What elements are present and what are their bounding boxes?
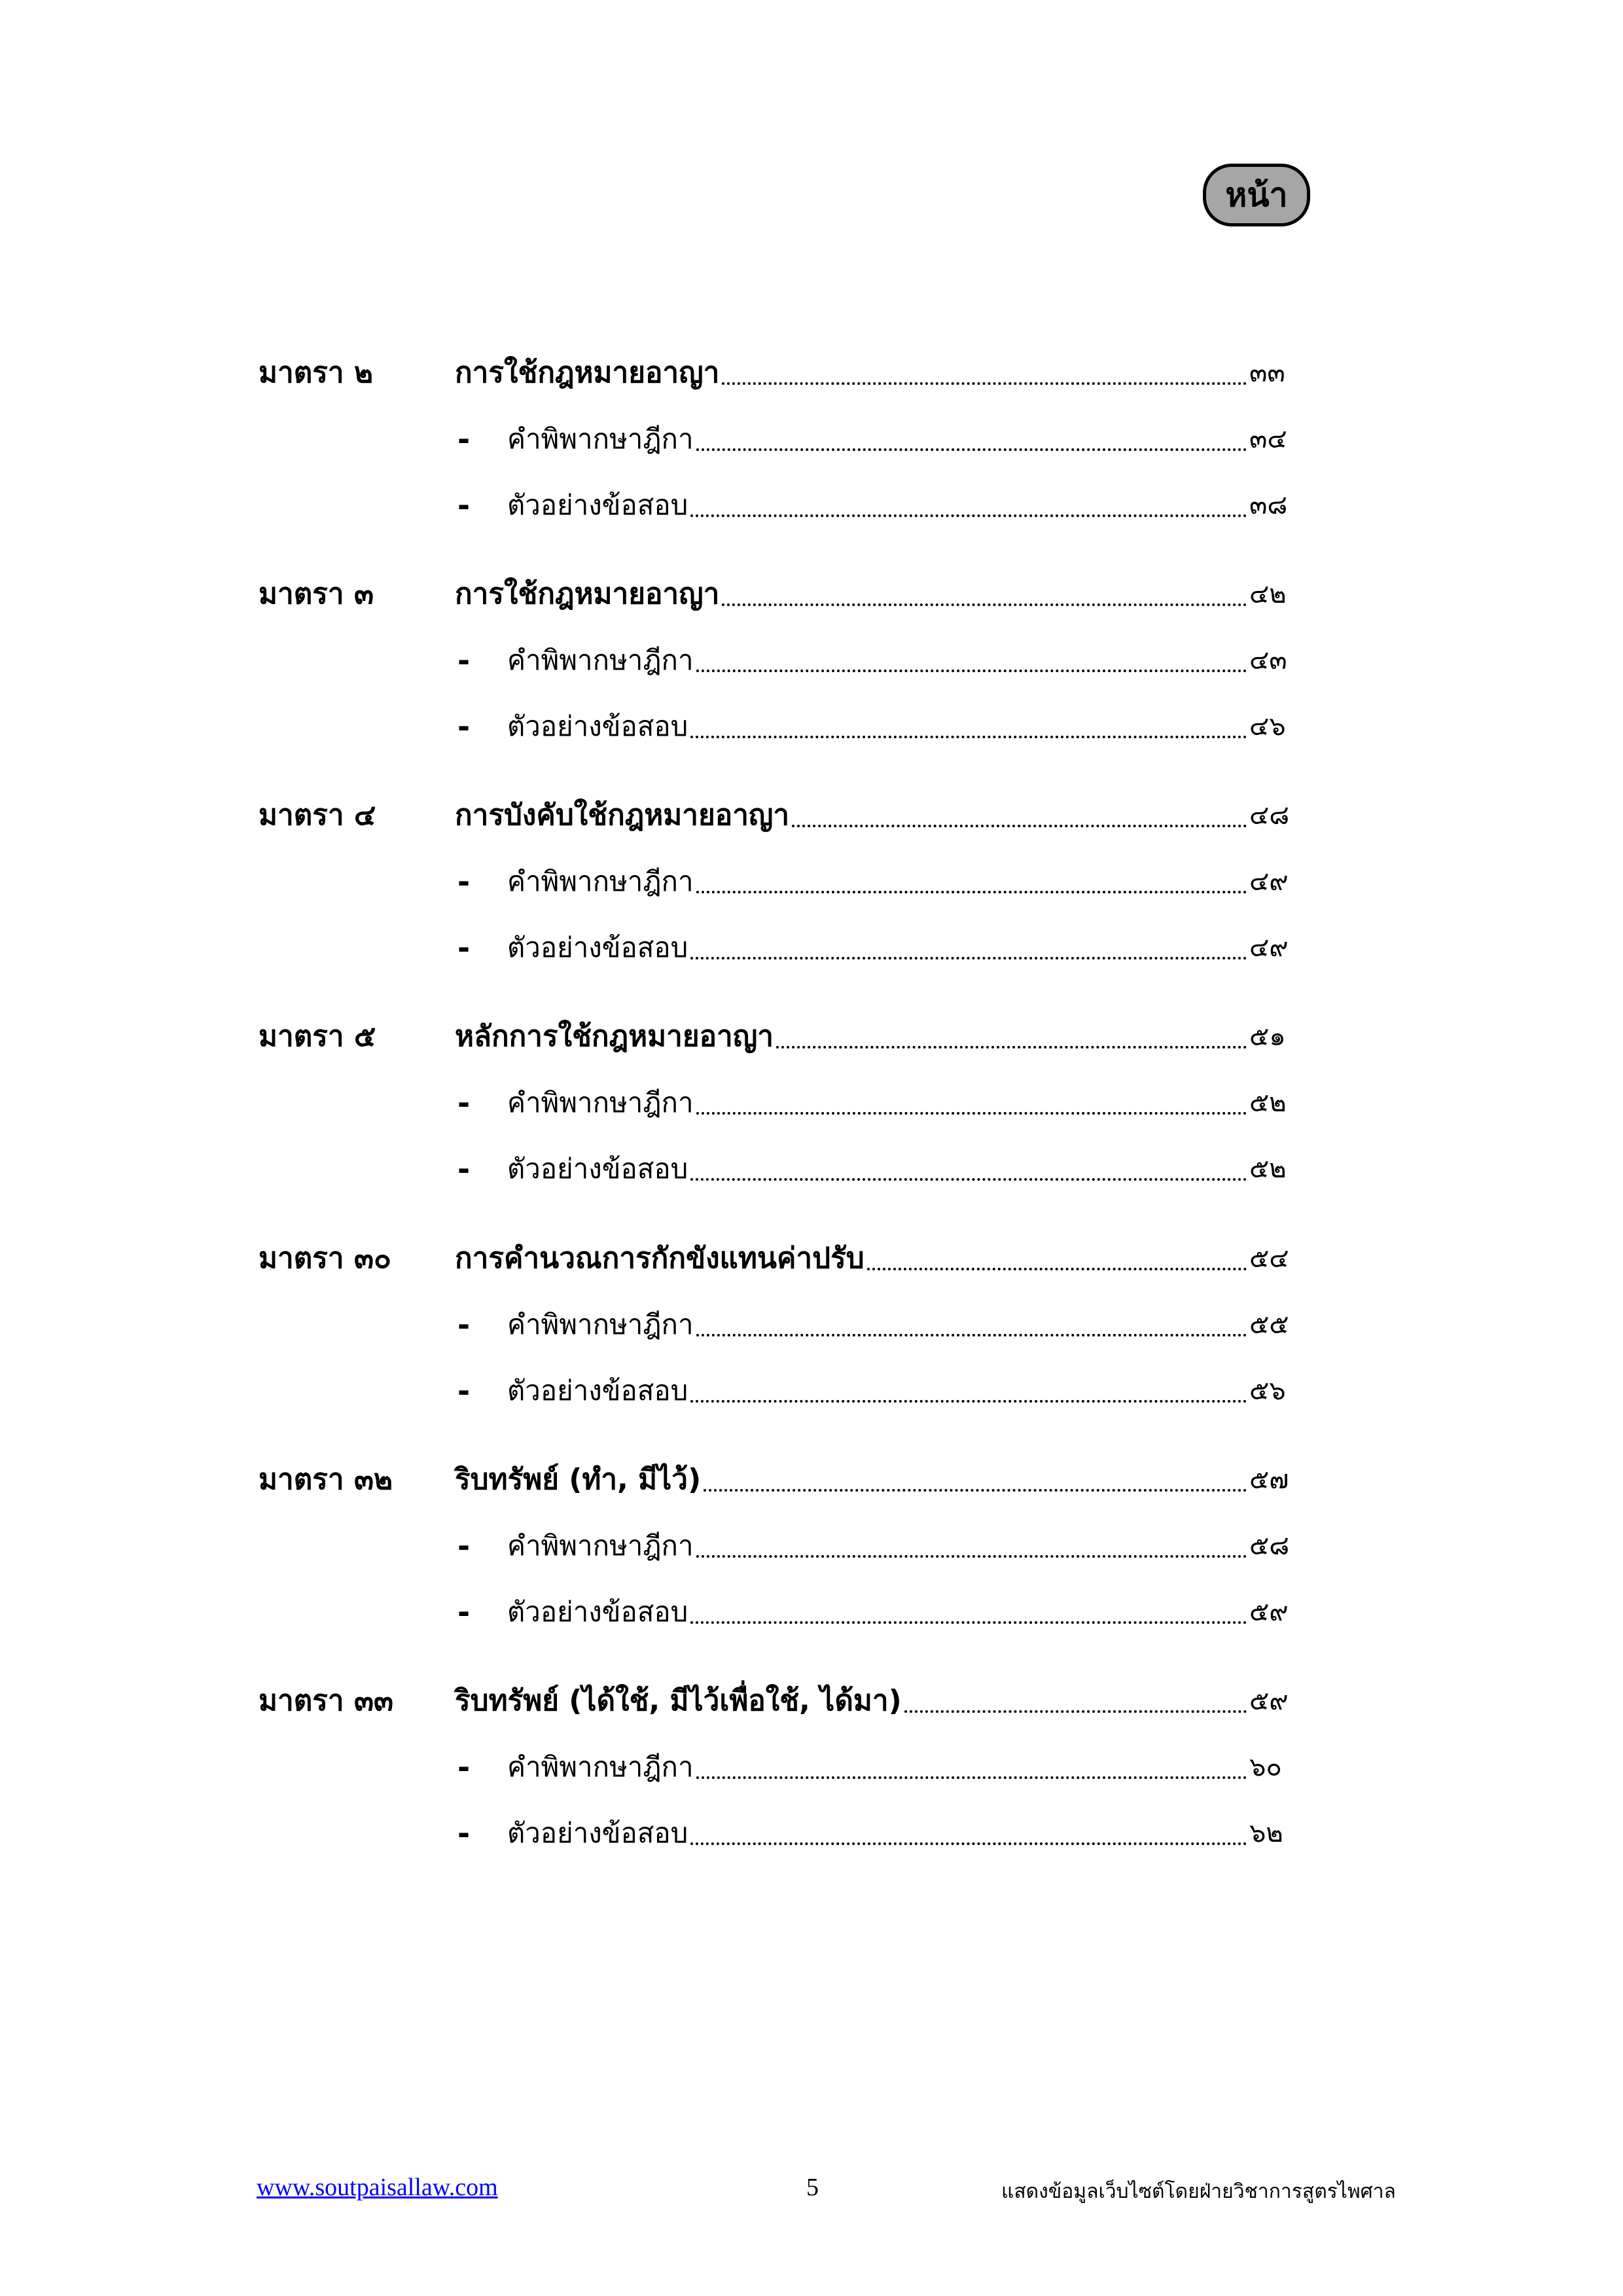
section-title: หลักการใช้กฎหมายอาญา [455, 1020, 774, 1053]
toc-section-row[interactable] [259, 1454, 1299, 1499]
subitem-title: คำพิพากษาฎีกา [507, 865, 694, 897]
section-label: มาตรา ๒ [259, 356, 373, 389]
bullet-dash: - [457, 643, 471, 678]
footer-page-number: 5 [806, 2174, 819, 2201]
footer-website-link[interactable]: www.soutpaisallaw.com [257, 2174, 498, 2201]
section-title: ริบทรัพย์ (ทำ, มีไว้) [455, 1463, 702, 1496]
subitem-title: คำพิพากษาฎีกา [507, 644, 694, 676]
section-title: การบังคับใช้กฎหมายอาญา [455, 798, 790, 832]
dot-leader [696, 670, 1247, 672]
dot-leader [690, 1178, 1247, 1181]
dot-leader [696, 891, 1247, 893]
page-ref: ๔๙ [1249, 933, 1289, 963]
page-ref: ๕๙ [1249, 1597, 1289, 1627]
page-ref: ๕๙ [1249, 1686, 1289, 1716]
dot-leader [696, 1555, 1247, 1558]
bullet-dash: - [457, 1594, 471, 1630]
section-label: มาตรา ๓๒ [259, 1463, 393, 1496]
toc-subitem-row[interactable] [259, 479, 1299, 525]
section-title: การใช้กฎหมายอาญา [455, 577, 720, 611]
toc-subitem-row[interactable] [259, 1365, 1299, 1410]
page-ref: ๕๘ [1249, 1531, 1290, 1561]
subitem-title: ตัวอย่างข้อสอบ [507, 710, 688, 742]
page-ref: ๕๑ [1249, 1022, 1286, 1052]
dot-leader [690, 1621, 1247, 1624]
toc-section-row[interactable] [259, 347, 1299, 393]
section-label: มาตรา ๓ [259, 577, 374, 611]
footer-credit: แสดงข้อมูลเว็บไซต์โดยฝ่ายวิชาการสูตรไพศาล [1001, 2180, 1396, 2203]
page-ref: ๕๒ [1249, 1088, 1287, 1118]
subitem-title: ตัวอย่างข้อสอบ [507, 931, 688, 963]
page-ref: ๖๐ [1249, 1752, 1282, 1782]
toc-subitem-row[interactable] [259, 1520, 1299, 1566]
bullet-dash: - [457, 1373, 471, 1408]
subitem-title: คำพิพากษาฎีกา [507, 1530, 694, 1562]
toc-subitem-row[interactable] [259, 413, 1299, 459]
toc-subitem-row[interactable] [259, 855, 1299, 901]
toc-subitem-row[interactable] [259, 1741, 1299, 1787]
toc-section-row[interactable] [259, 1675, 1299, 1721]
toc-section-row[interactable] [259, 568, 1299, 614]
dot-leader [722, 603, 1247, 606]
dot-leader [704, 1489, 1247, 1492]
page-ref: ๕๕ [1249, 1310, 1289, 1340]
page-ref: ๖๒ [1249, 1818, 1283, 1848]
dot-leader [722, 382, 1247, 385]
toc-section-row[interactable] [259, 789, 1299, 835]
section-label: มาตรา ๔ [259, 798, 376, 832]
dot-leader [690, 957, 1247, 960]
subitem-title: คำพิพากษาฎีกา [507, 1308, 694, 1340]
page-ref: ๕๒ [1249, 1154, 1287, 1184]
page-ref: ๕๔ [1249, 1244, 1289, 1274]
dot-leader [690, 1842, 1247, 1845]
subitem-title: คำพิพากษาฎีกา [507, 1751, 694, 1783]
dot-leader [904, 1710, 1247, 1713]
toc-subitem-row[interactable] [259, 1299, 1299, 1344]
bullet-dash: - [457, 422, 471, 457]
subitem-title: คำพิพากษาฎีกา [507, 423, 694, 455]
dot-leader [867, 1268, 1247, 1270]
subitem-title: คำพิพากษาฎีกา [507, 1086, 694, 1119]
bullet-dash: - [457, 1307, 471, 1342]
toc-section-row[interactable] [259, 1011, 1299, 1056]
page-ref: ๔๖ [1249, 711, 1286, 742]
bullet-dash: - [457, 1151, 471, 1187]
bullet-dash: - [457, 864, 471, 899]
toc-section-row[interactable] [259, 1232, 1299, 1278]
dot-leader [696, 1112, 1247, 1115]
subitem-title: ตัวอย่างข้อสอบ [507, 1596, 688, 1628]
page-ref: ๓๔ [1249, 424, 1287, 454]
page-ref: ๔๙ [1249, 867, 1289, 897]
dot-leader [776, 1046, 1247, 1049]
section-label: มาตรา ๓๐ [259, 1242, 391, 1275]
bullet-dash: - [457, 488, 471, 523]
bullet-dash: - [457, 1816, 471, 1851]
page-ref: ๔๒ [1249, 579, 1287, 609]
subitem-title: ตัวอย่างข้อสอบ [507, 1817, 688, 1849]
bullet-dash: - [457, 709, 471, 744]
toc-subitem-row[interactable] [259, 1586, 1299, 1632]
dot-leader [690, 736, 1247, 738]
dot-leader [696, 448, 1247, 451]
page-ref: ๔๓ [1249, 645, 1287, 675]
subitem-title: ตัวอย่างข้อสอบ [507, 489, 688, 521]
section-label: มาตรา ๕ [259, 1020, 376, 1053]
toc-subitem-row[interactable] [259, 1807, 1299, 1853]
dot-leader [690, 514, 1247, 517]
dot-leader [696, 1776, 1247, 1779]
subitem-title: ตัวอย่างข้อสอบ [507, 1374, 688, 1407]
section-title: การคำนวณการกักขังแทนค่าปรับ [455, 1242, 865, 1275]
bullet-dash: - [457, 1749, 471, 1785]
section-label: มาตรา ๓๓ [259, 1684, 394, 1717]
dot-leader [792, 825, 1247, 827]
dot-leader [696, 1334, 1247, 1336]
page-ref: ๔๘ [1249, 800, 1290, 831]
toc-subitem-row[interactable] [259, 1077, 1299, 1122]
toc-subitem-row[interactable] [259, 634, 1299, 680]
page-ref: ๓๓ [1249, 358, 1285, 388]
bullet-dash: - [457, 930, 471, 965]
bullet-dash: - [457, 1528, 471, 1564]
toc-subitem-row[interactable] [259, 1143, 1299, 1189]
subitem-title: ตัวอย่างข้อสอบ [507, 1153, 688, 1185]
dot-leader [690, 1400, 1247, 1403]
page-ref: ๓๘ [1249, 490, 1288, 520]
section-title: ริบทรัพย์ (ได้ใช้, มีไว้เพื่อใช้, ได้มา) [455, 1684, 902, 1717]
bullet-dash: - [457, 1085, 471, 1121]
toc-subitem-row[interactable] [259, 700, 1299, 746]
toc-subitem-row[interactable] [259, 922, 1299, 967]
page-ref: ๕๖ [1249, 1376, 1286, 1406]
page-ref: ๕๗ [1249, 1465, 1289, 1495]
section-title: การใช้กฎหมายอาญา [455, 356, 720, 389]
page-column-header-badge: หน้า [1203, 164, 1310, 226]
